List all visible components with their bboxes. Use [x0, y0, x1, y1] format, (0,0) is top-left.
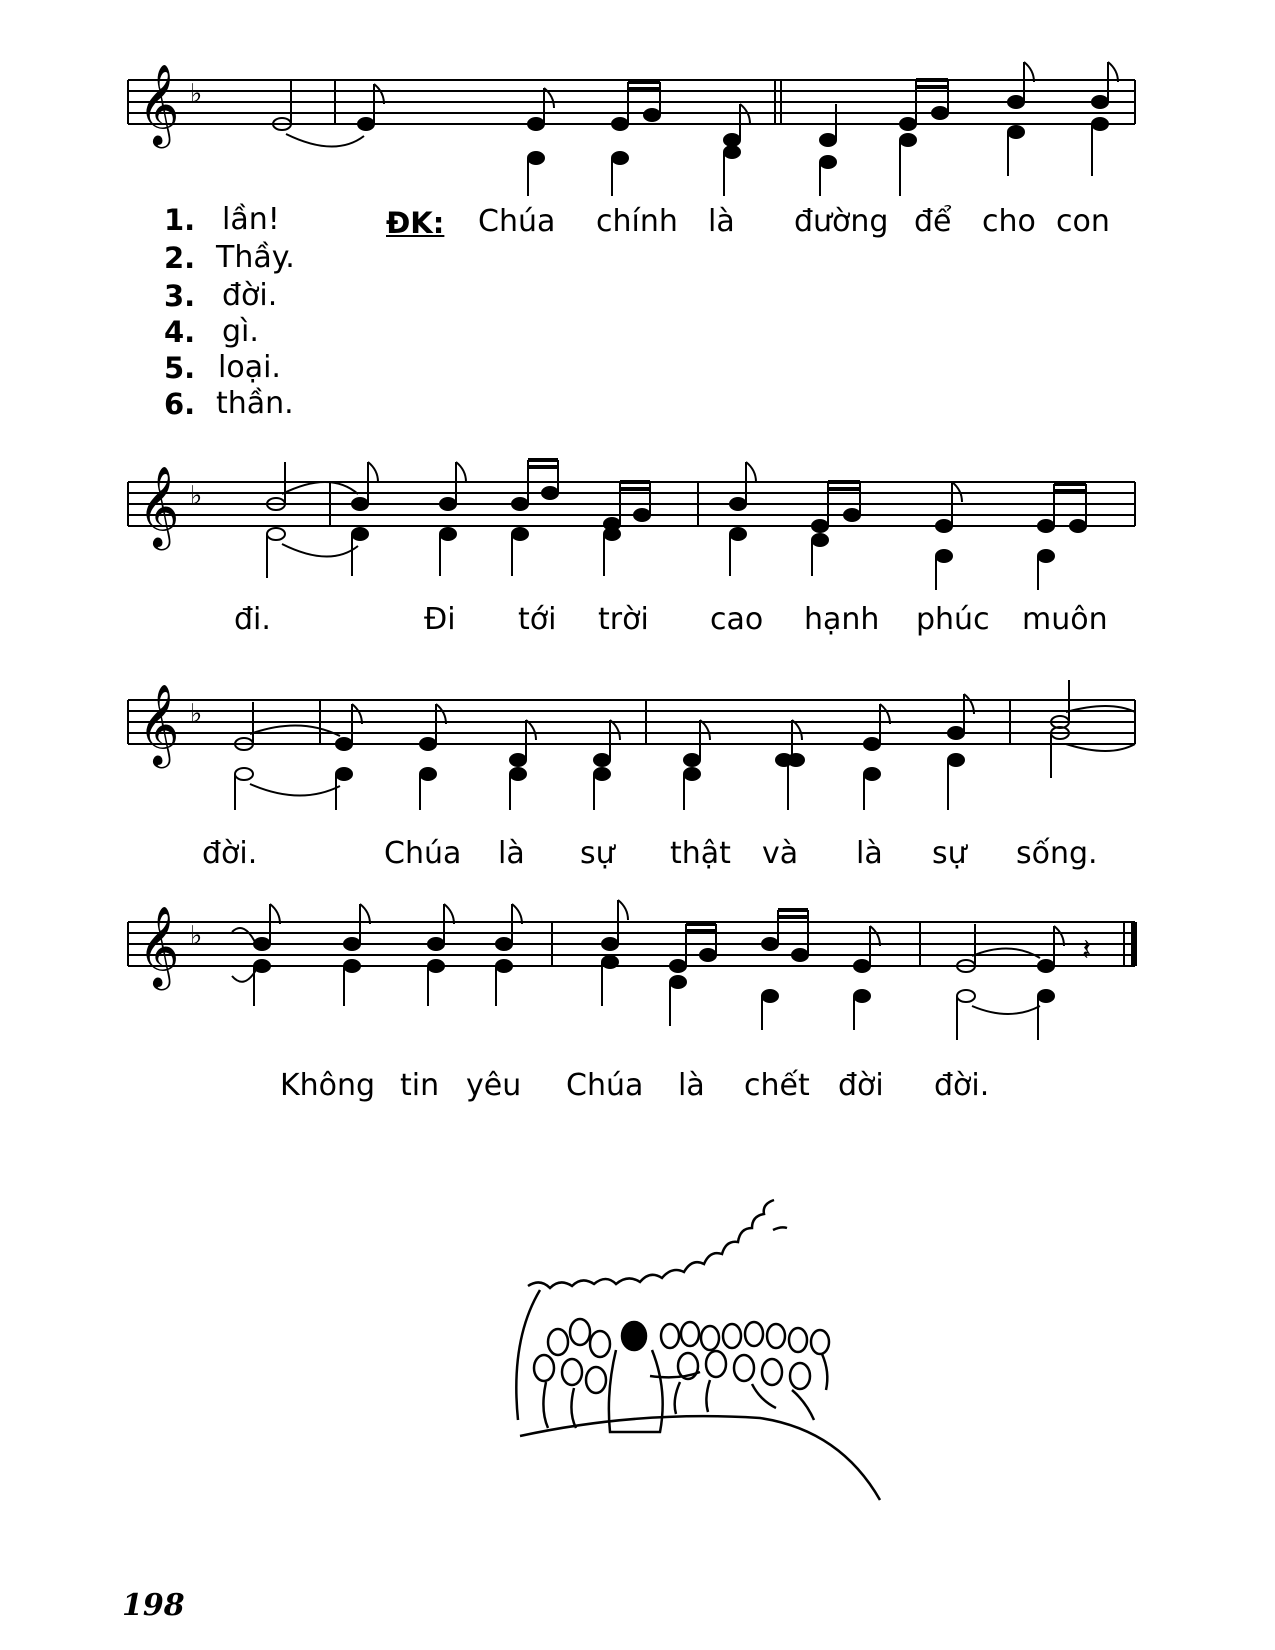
lyric-syllable: Chúa [566, 1068, 644, 1103]
lyric-syllable: tin [400, 1068, 440, 1103]
svg-text:♭: ♭ [190, 921, 203, 951]
refrain-label: ĐK: [386, 206, 445, 240]
lyric-syllable: đường [794, 204, 889, 239]
lyric-syllable: đi. [234, 602, 271, 637]
lyric-syllable: chính [596, 204, 678, 239]
lyric-syllable: phúc [916, 602, 990, 637]
lyric-syllable: cho [982, 204, 1036, 239]
svg-text:♭: ♭ [190, 481, 203, 511]
verse-number: 4. [164, 315, 196, 349]
verse-number: 1. [164, 203, 196, 237]
lyric-syllable: sự [932, 836, 967, 871]
verse-ending: lần! [222, 202, 280, 237]
lyric-syllable: tới [518, 602, 557, 637]
lyric-syllable: là [498, 836, 525, 871]
lyric-syllable: là [678, 1068, 705, 1103]
svg-text:𝄽: 𝄽 [1082, 933, 1092, 968]
svg-text:♭: ♭ [190, 79, 203, 109]
lyric-syllable: yêu [466, 1068, 522, 1103]
svg-text:𝄞: 𝄞 [138, 63, 180, 145]
lyric-syllable: cao [710, 602, 764, 637]
lyric-syllable: Đi [424, 602, 456, 637]
lyric-syllable: muôn [1022, 602, 1108, 637]
page-number: 198 [122, 1588, 185, 1623]
lyric-syllable: Chúa [384, 836, 462, 871]
lyric-syllable: là [708, 204, 735, 239]
verse-ending: loại. [218, 350, 281, 385]
verse-number: 6. [164, 387, 196, 421]
verse-number: 5. [164, 351, 196, 385]
lyric-syllable: và [762, 836, 799, 871]
lyric-syllable: để [914, 204, 952, 239]
lyric-syllable: con [1056, 204, 1110, 239]
lyric-syllable: đời [838, 1068, 884, 1103]
lyric-syllable: sự [580, 836, 615, 871]
lyric-syllable: là [856, 836, 883, 871]
svg-text:𝄞: 𝄞 [138, 905, 180, 987]
lyric-syllable: hạnh [804, 602, 880, 637]
verse-ending: gì. [222, 314, 259, 349]
lyric-syllable: đời. [934, 1068, 990, 1103]
svg-text:𝄞: 𝄞 [138, 683, 180, 765]
lyric-syllable: Chúa [478, 204, 556, 239]
verse-ending: Thầy. [216, 240, 295, 275]
lyric-syllable: đời. [202, 836, 258, 871]
svg-text:♭: ♭ [190, 699, 203, 729]
lyric-syllable: trời [598, 602, 649, 637]
verse-number: 3. [164, 279, 196, 313]
svg-text:𝄞: 𝄞 [138, 465, 180, 547]
lyric-syllable: chết [744, 1068, 810, 1103]
lyric-syllable: Không [280, 1068, 376, 1103]
lyric-syllable: sống. [1016, 836, 1098, 871]
verse-ending: thần. [216, 386, 294, 421]
lyric-syllable: thật [670, 836, 731, 871]
verse-ending: đời. [222, 278, 278, 313]
verse-number: 2. [164, 241, 196, 275]
